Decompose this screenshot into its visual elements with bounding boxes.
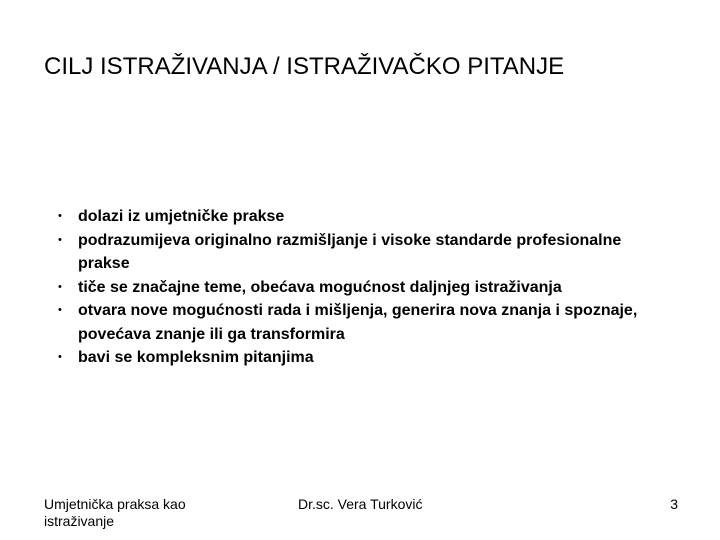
bullet-text: bavi se kompleksnim pitanjima bbox=[78, 349, 314, 366]
bullet-text: tiče se značajne teme, obećava mogućnost daljnjeg istraživanja bbox=[78, 278, 562, 296]
footer-page-number: 3 bbox=[670, 496, 678, 512]
bullet-dot-icon: • bbox=[58, 280, 62, 293]
bullet-item bbox=[44, 346, 644, 370]
bullet-item bbox=[44, 276, 644, 300]
bullet-text: podrazumijeva originalno razmišljanje i visoke standarde profesionalne prakse bbox=[78, 231, 622, 272]
bullet-dot-icon: • bbox=[58, 304, 62, 316]
bullet-text: dolazi iz umjetničke prakse bbox=[78, 208, 285, 225]
bullet-list bbox=[44, 205, 644, 370]
bullet-item bbox=[44, 299, 644, 346]
bullet-dot-icon: • bbox=[58, 351, 62, 363]
footer-author: Dr.sc. Vera Turković bbox=[298, 496, 423, 512]
bullet-dot-icon: • bbox=[58, 233, 62, 246]
bullet-item bbox=[44, 205, 644, 229]
footer-presentation-title: Umjetnička praksa kao istraživanje bbox=[44, 496, 186, 529]
slide-title: CILJ ISTRAŽIVANJA / ISTRAŽIVAČKO PITANJE bbox=[44, 53, 565, 80]
bullet-item bbox=[44, 229, 644, 276]
bullet-text: otvara nove mogućnosti rada i mišljenja, generira nova znanja i spoznaje, povećava znanje ili ga transformira bbox=[78, 302, 638, 343]
bullet-dot-icon: • bbox=[58, 210, 62, 222]
